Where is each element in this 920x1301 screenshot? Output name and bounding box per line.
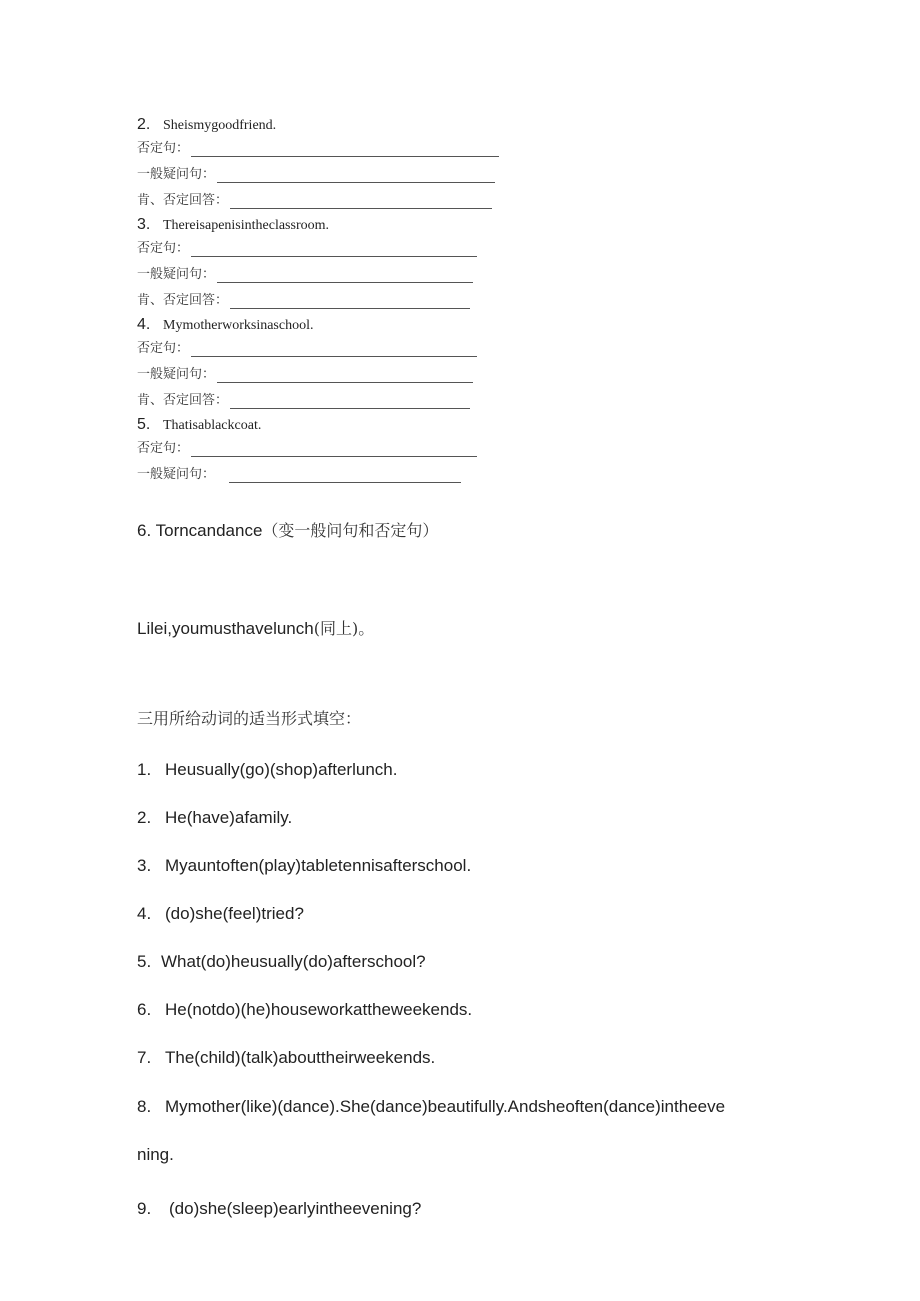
exercise-number: 4. <box>137 904 152 923</box>
exercise-number: 9. <box>137 1199 152 1218</box>
answer-label: 肯、否定回答： <box>137 393 229 408</box>
question-row <box>137 162 537 188</box>
question-answer-blank[interactable] <box>229 468 461 483</box>
exercise-4 <box>137 904 304 924</box>
question-answer-blank[interactable] <box>217 268 473 283</box>
negative-label: 否定句： <box>137 341 190 356</box>
question-answer-blank[interactable] <box>217 368 473 383</box>
exercise-text: Mymother(like)(dance).She(dance)beautifully.Andsheoften(dance)intheeve <box>165 1097 726 1116</box>
exercise-number: 7. <box>137 1048 152 1067</box>
exercise-5 <box>137 952 426 972</box>
exercise-7 <box>137 1048 435 1068</box>
exercise-number: 2. <box>137 808 152 827</box>
exercise-3 <box>137 856 471 876</box>
exercise-number: 1. <box>137 760 152 779</box>
item-number: 2. <box>137 116 151 133</box>
negative-label: 否定句： <box>137 141 190 156</box>
question-label: 一般疑问句： <box>137 267 216 282</box>
negative-answer-blank[interactable] <box>191 242 477 257</box>
negative-label: 否定句： <box>137 441 190 456</box>
item-7 <box>137 616 374 639</box>
transform-section <box>137 114 537 488</box>
question-label: 一般疑问句： <box>137 367 216 382</box>
exercise-number: 6. <box>137 1000 152 1019</box>
item-number: 4. <box>137 316 151 333</box>
question-label: 一般疑问句： <box>137 467 216 482</box>
exercise-text: The(child)(talk)abouttheirweekends. <box>165 1048 436 1067</box>
yes-no-answer-blank[interactable] <box>230 394 470 409</box>
item-4-head <box>137 314 537 336</box>
exercise-number: 8. <box>137 1097 152 1116</box>
item-6 <box>137 518 438 541</box>
item-sentence: Torncandance <box>155 521 263 540</box>
answer-row <box>137 188 537 214</box>
item-sentence: Mymotherworksinaschool. <box>163 318 314 333</box>
exercise-2 <box>137 808 292 828</box>
negative-answer-blank[interactable] <box>191 342 477 357</box>
item-2-head <box>137 114 537 136</box>
exercise-text: Myauntoften(play)tabletennisafterschool. <box>165 856 472 875</box>
question-row <box>137 362 537 388</box>
negative-answer-blank[interactable] <box>191 142 499 157</box>
answer-label: 肯、否定回答： <box>137 293 229 308</box>
exercise-text: What(do)heusually(do)afterschool? <box>161 952 426 971</box>
yes-no-answer-blank[interactable] <box>230 194 492 209</box>
item-number: 3. <box>137 216 151 233</box>
negative-row <box>137 336 537 362</box>
exercise-number: 5. <box>137 952 152 971</box>
item-number: 5. <box>137 416 151 433</box>
negative-row <box>137 236 537 262</box>
question-row <box>137 262 537 288</box>
item-instruction: （变一般问句和否定句） <box>262 521 439 540</box>
section-heading: 三用所给动词的适当形式填空： <box>137 709 362 728</box>
question-row <box>137 462 537 488</box>
exercise-6 <box>137 1000 472 1020</box>
answer-row <box>137 288 537 314</box>
exercise-8 <box>137 1097 725 1117</box>
item-sentence: Sheismygoodfriend. <box>163 118 277 133</box>
item-instruction: (同上)。 <box>313 619 375 638</box>
question-answer-blank[interactable] <box>217 168 495 183</box>
item-number: 6. <box>137 521 152 540</box>
exercise-text: (do)she(feel)tried? <box>165 904 304 923</box>
exercise-1 <box>137 760 397 780</box>
yes-no-answer-blank[interactable] <box>230 294 470 309</box>
negative-answer-blank[interactable] <box>191 442 477 457</box>
exercise-text: He(have)afamily. <box>165 808 293 827</box>
negative-label: 否定句： <box>137 241 190 256</box>
exercise-text: (do)she(sleep)earlyintheevening? <box>169 1199 422 1218</box>
question-label: 一般疑问句： <box>137 167 216 182</box>
answer-label: 肯、否定回答： <box>137 193 229 208</box>
item-sentence: Thereisapenisintheclassroom. <box>163 218 330 233</box>
exercise-number: 3. <box>137 856 152 875</box>
exercise-text: Heusually(go)(shop)afterlunch. <box>165 760 398 779</box>
exercise-text: He(notdo)(he)houseworkattheweekends. <box>165 1000 473 1019</box>
item-5-head <box>137 414 537 436</box>
exercise-8-continuation: ning. <box>137 1145 174 1164</box>
item-sentence: Thatisablackcoat. <box>163 418 262 433</box>
exercise-9 <box>137 1199 421 1219</box>
item-sentence: Lilei,youmusthavelunch <box>137 619 314 638</box>
negative-row <box>137 436 537 462</box>
negative-row <box>137 136 537 162</box>
answer-row <box>137 388 537 414</box>
item-3-head <box>137 214 537 236</box>
